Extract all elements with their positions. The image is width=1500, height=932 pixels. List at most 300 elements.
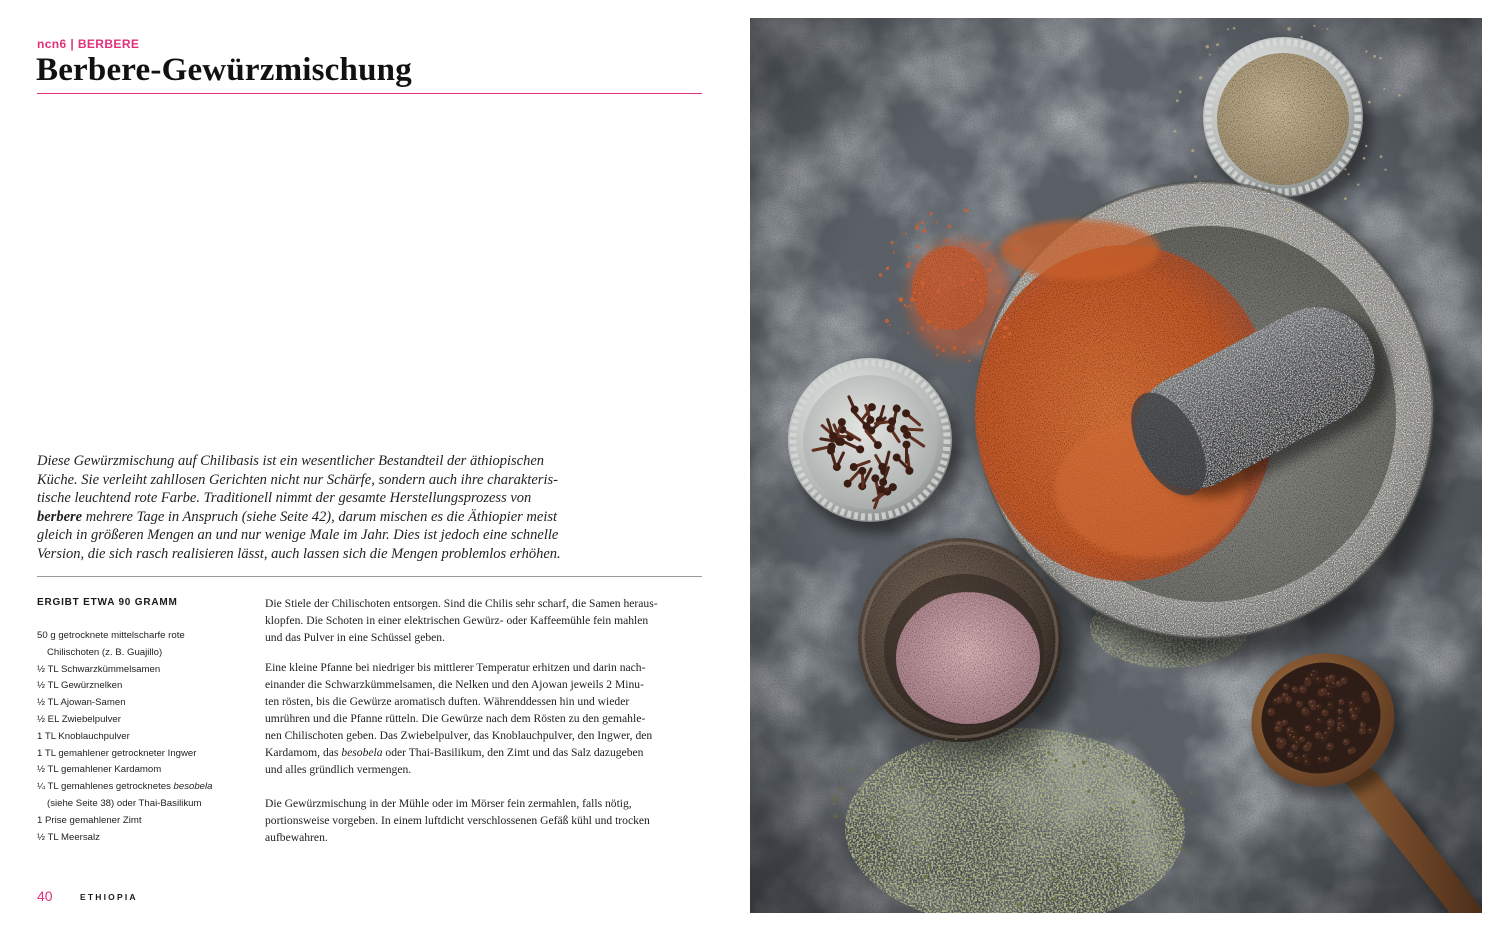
thyme-fleck: [1146, 868, 1148, 870]
seed-fleck: [1327, 28, 1329, 30]
paprika-fleck: [952, 346, 956, 350]
seed-fleck: [1233, 27, 1236, 30]
ingredient-item: ½ TL Gewürznelken: [37, 680, 123, 692]
thyme-fleck: [868, 798, 870, 800]
thyme-fleck: [1041, 755, 1043, 757]
thyme-fleck: [1116, 863, 1120, 867]
seed-fleck: [1199, 76, 1202, 79]
peppercorn: [1274, 725, 1281, 732]
peppercorn-highlight: [1301, 687, 1303, 689]
thyme-fleck: [928, 864, 931, 867]
method-paragraph: [265, 659, 652, 778]
peppercorn-highlight: [1339, 700, 1341, 702]
peppercorn: [1299, 736, 1305, 742]
paprika-fleck: [987, 241, 991, 245]
method-line: ten rösten, bis die Gewürze aromatisch duften. Währenddessen hin und wieder: [265, 695, 630, 708]
peppercorn-highlight: [1369, 729, 1371, 731]
peppercorn-highlight: [1318, 719, 1320, 721]
paprika-fleck: [1000, 322, 1002, 324]
paprika-fleck: [947, 225, 951, 229]
paprika-fleck: [968, 360, 970, 362]
thyme-fleck: [837, 800, 839, 802]
peppercorn-highlight: [1363, 693, 1365, 695]
intro-line: Küche. Sie verleiht zahllosen Gerichten nicht nur Schärfe, sondern auch ihre charakteris-: [37, 471, 558, 488]
paprika-fleck: [936, 345, 940, 349]
seed-fleck: [1373, 55, 1376, 58]
thyme-fleck: [955, 738, 957, 740]
peppercorn: [1340, 723, 1348, 731]
thyme-fleck: [834, 794, 837, 797]
paprika-fleck: [1016, 260, 1019, 263]
seed-fleck: [1379, 57, 1382, 60]
paprika-fleck: [913, 291, 916, 294]
thyme-fleck: [941, 869, 943, 871]
peppercorn-highlight: [1276, 727, 1278, 729]
peppercorn-highlight: [1330, 676, 1332, 678]
paprika-fleck: [920, 327, 924, 331]
paprika-fleck: [1020, 273, 1024, 277]
seed-fleck: [1330, 51, 1332, 53]
paprika-fleck: [962, 351, 965, 354]
intro-line: tische leuchtend rote Farbe. Traditionell nimmt der gesamte Herstellungsprozess von: [37, 490, 532, 507]
thyme-fleck: [1082, 761, 1085, 764]
peppercorn-highlight: [1321, 737, 1323, 739]
peppercorn-highlight: [1327, 685, 1329, 687]
paprika-fleck: [891, 241, 894, 244]
peppercorn-highlight: [1293, 688, 1295, 690]
intro-line: Diese Gewürzmischung auf Chilibasis ist ein wesentlicher Bestandteil der äthiopischen: [37, 453, 545, 469]
paprika-fleck: [981, 244, 985, 248]
paprika-fleck: [907, 261, 911, 265]
paprika-fleck: [991, 262, 994, 265]
peppercorn-highlight: [1338, 718, 1340, 720]
peppercorn: [1348, 700, 1356, 708]
spice-photo-canvas: [750, 18, 1482, 913]
peppercorn: [1319, 735, 1327, 743]
paprika-fleck: [975, 270, 978, 273]
paprika-fleck: [992, 307, 994, 309]
paprika-fleck: [907, 332, 909, 334]
seed-fleck: [1194, 175, 1197, 178]
thyme-fleck: [1051, 754, 1054, 757]
thyme-fleck: [1136, 787, 1138, 789]
thyme-fleck: [952, 778, 956, 782]
peppercorn-highlight: [1305, 746, 1307, 748]
paprika-fleck: [970, 314, 972, 316]
peppercorn-highlight: [1293, 736, 1295, 738]
peppercorn-highlight: [1329, 704, 1331, 706]
seed-fleck: [1206, 45, 1209, 48]
thyme-fleck: [915, 841, 919, 845]
peppercorn: [1343, 738, 1350, 745]
ingredient-emphasis: besobela: [173, 781, 213, 793]
paprika-fleck: [915, 245, 918, 248]
thyme-fleck: [850, 769, 853, 772]
paprika-fleck: [908, 255, 910, 257]
method-line: Die Gewürzmischung in der Mühle oder im Mörser fein zermahlen, falls nötig,: [265, 797, 632, 810]
thyme-fleck: [1034, 760, 1036, 762]
paprika-fleck: [949, 276, 952, 279]
peppercorn-highlight: [1317, 705, 1319, 707]
thyme-fleck: [1131, 904, 1133, 906]
paprika-fleck: [934, 327, 938, 331]
thyme-fleck: [923, 804, 925, 806]
seed-fleck: [1223, 209, 1225, 211]
peppercorn-highlight: [1278, 698, 1280, 700]
thyme-fleck: [1071, 773, 1073, 775]
seed-fleck: [1191, 149, 1194, 152]
peppercorn-highlight: [1289, 734, 1291, 736]
peppercorn-highlight: [1303, 709, 1305, 711]
thyme-fleck: [1134, 797, 1136, 799]
seed-fleck: [1300, 36, 1303, 39]
intro-line: Version, die sich rasch realisieren lässt, auch lassen sich die Mengen problemlos erhöhen.: [37, 545, 561, 562]
ingredient-item: ½ TL Schwarzkümmelsamen: [37, 663, 161, 675]
paprika-fleck: [936, 354, 938, 356]
peppercorn: [1361, 691, 1369, 699]
peppercorn-highlight: [1283, 694, 1285, 696]
thyme-fleck: [1180, 847, 1184, 851]
paprika-fleck: [979, 289, 982, 292]
paprika-fleck: [889, 324, 891, 326]
peppercorn: [1310, 704, 1317, 711]
peppercorn-highlight: [1329, 721, 1331, 723]
thyme-fleck: [1103, 857, 1105, 859]
section-kicker: ncn6 | BERBERE: [37, 37, 140, 51]
method-line: [265, 744, 652, 761]
seed-fleck: [1368, 101, 1371, 104]
peppercorn-highlight: [1306, 726, 1308, 728]
peppercorn-highlight: [1349, 750, 1351, 752]
paprika-fleck: [886, 267, 889, 270]
peppercorn: [1324, 756, 1330, 762]
peppercorn: [1301, 707, 1309, 715]
paprika-fleck: [970, 278, 974, 282]
paprika-fleck: [991, 258, 995, 262]
peppercorn: [1316, 704, 1322, 710]
peppercorn: [1326, 743, 1334, 751]
thyme-fleck: [1087, 790, 1090, 793]
paprika-fleck: [921, 282, 925, 286]
method-line: und das Pulver in eine Schüssel geben.: [265, 631, 445, 644]
paprika-fleck: [979, 300, 983, 304]
peppercorn: [1317, 756, 1324, 763]
seed-fleck: [1267, 219, 1269, 221]
paprika-fleck: [1003, 335, 1006, 338]
peppercorn-highlight: [1325, 757, 1327, 759]
thyme-fleck: [1081, 733, 1084, 736]
peppercorn-highlight: [1317, 678, 1319, 680]
thyme-fleck: [1110, 893, 1113, 896]
thyme-fleck: [1159, 783, 1161, 785]
thyme-fleck: [1009, 735, 1011, 737]
paprika-fleck: [922, 278, 924, 280]
peppercorn: [1283, 683, 1289, 689]
recipe-title: Berbere-Gewürzmischung: [36, 52, 412, 88]
thyme-fleck: [1185, 853, 1187, 855]
peppercorn-highlight: [1288, 729, 1290, 731]
paprika-fleck: [945, 239, 948, 242]
paprika-fleck: [914, 275, 916, 277]
yield-label: ERGIBT ETWA 90 GRAMM: [37, 597, 178, 608]
peppercorn-highlight: [1338, 727, 1340, 729]
peppercorn-highlight: [1342, 679, 1344, 681]
thyme-fleck: [892, 849, 895, 852]
seed-fleck: [1313, 25, 1315, 27]
paprika-fleck: [950, 258, 952, 260]
thyme-fleck: [894, 837, 896, 839]
thyme-fleck: [1151, 790, 1155, 794]
intro-paragraph: [37, 452, 561, 564]
paprika-fleck: [994, 265, 996, 267]
peppercorn-highlight: [1288, 753, 1290, 755]
paprika-fleck: [885, 319, 889, 323]
thyme-fleck: [1141, 749, 1143, 751]
peppercorn: [1326, 726, 1333, 733]
thyme-fleck: [834, 815, 837, 818]
paprika-fleck: [1019, 246, 1021, 248]
seed-fleck: [1288, 208, 1291, 211]
method-line: Eine kleine Pfanne bei niedriger bis mittlerer Temperatur erhitzen und darin nach-: [265, 661, 646, 674]
peppercorn-highlight: [1306, 678, 1308, 680]
paprika-fleck: [987, 268, 991, 272]
paprika-fleck: [1016, 248, 1020, 252]
spice-photo: [750, 18, 1482, 913]
peppercorn-highlight: [1283, 721, 1285, 723]
thyme-fleck: [1131, 800, 1135, 804]
paprika-fleck: [1015, 235, 1019, 239]
thyme-fleck: [1134, 865, 1136, 867]
peppercorn-highlight: [1326, 677, 1328, 679]
seed-fleck: [1227, 28, 1229, 30]
thyme-fleck: [968, 877, 971, 880]
peppercorn-highlight: [1295, 757, 1297, 759]
peppercorn: [1328, 674, 1335, 681]
peppercorn: [1301, 753, 1308, 760]
peppercorn: [1353, 706, 1361, 714]
paprika-fleck: [942, 349, 945, 352]
peppercorn: [1351, 713, 1358, 720]
peppercorn-highlight: [1317, 733, 1319, 735]
peppercorn-highlight: [1332, 682, 1334, 684]
thyme-fleck: [1106, 754, 1110, 758]
title-divider: [37, 93, 702, 94]
method-emphasis: besobela: [341, 746, 383, 759]
method-text: oder Thai-Basilikum, den Zimt und das Salz dazugeben: [382, 746, 644, 759]
thyme-fleck: [1178, 797, 1181, 800]
book-title: ETHIOPIA: [80, 892, 138, 902]
peppercorn: [1321, 709, 1328, 716]
ingredient-list: [37, 628, 212, 846]
ingredient-item-continued: Chilischoten (z. B. Guajillo): [47, 646, 163, 658]
ingredient-item: ½ TL gemahlener Kardamom: [37, 764, 162, 776]
peppercorn: [1336, 680, 1343, 687]
thyme-fleck: [1137, 814, 1140, 817]
peppercorn-highlight: [1311, 705, 1313, 707]
thyme-fleck: [1119, 737, 1121, 739]
peppercorn-highlight: [1298, 702, 1300, 704]
thyme-fleck: [1079, 897, 1081, 899]
paprika-fleck: [998, 324, 1001, 327]
thyme-fleck: [883, 866, 886, 869]
thyme-fleck: [924, 874, 928, 878]
thyme-fleck: [1073, 764, 1076, 767]
method-line: einander die Schwarzkümmelsamen, die Nelken und den Ajowan jeweils 2 Minu-: [265, 678, 644, 691]
thyme-fleck: [833, 803, 836, 806]
paprika-fleck: [972, 258, 975, 261]
peppercorn-highlight: [1328, 727, 1330, 729]
peppercorn: [1303, 744, 1311, 752]
thyme-fleck: [1055, 759, 1058, 762]
seed-fleck: [1365, 50, 1367, 52]
section-divider: [37, 576, 702, 577]
thyme-fleck: [1147, 895, 1149, 897]
seed-fleck: [1199, 181, 1201, 183]
thyme-fleck: [1171, 838, 1175, 842]
peppercorn-highlight: [1338, 709, 1340, 711]
paprika-fleck: [915, 226, 919, 230]
seed-fleck: [1344, 168, 1346, 170]
thyme-fleck: [1111, 856, 1114, 859]
peppercorn-highlight: [1328, 745, 1330, 747]
paprika-fleck: [916, 223, 920, 227]
thyme-fleck: [1049, 899, 1052, 902]
paprika-fleck: [918, 292, 921, 295]
thyme-fleck: [996, 768, 1000, 772]
thyme-fleck: [1164, 829, 1166, 831]
thyme-fleck: [1067, 901, 1070, 904]
peppercorn: [1338, 699, 1344, 705]
thyme-fleck: [955, 763, 957, 765]
peppercorn: [1267, 708, 1275, 716]
peppercorn-highlight: [1350, 702, 1352, 704]
peppercorn: [1358, 727, 1366, 735]
seed-fleck: [1216, 43, 1219, 46]
peppercorn-highlight: [1344, 740, 1346, 742]
peppercorn-highlight: [1361, 724, 1363, 726]
thyme-fleck: [884, 781, 887, 784]
paprika-fleck: [900, 328, 902, 330]
paprika-fleck: [1011, 243, 1013, 245]
peppercorn: [1291, 734, 1299, 742]
thyme-fleck: [1053, 877, 1057, 881]
thyme-fleck: [903, 810, 906, 813]
peppercorn-highlight: [1311, 674, 1313, 676]
thyme-fleck: [883, 842, 885, 844]
paprika-fleck: [1008, 332, 1012, 336]
method-line: portionsweise vorgeben. In einem luftdicht verschlossenen Gefäß kühl und trocken: [265, 814, 650, 827]
paprika-fleck: [976, 259, 978, 261]
peppercorn-highlight: [1350, 709, 1352, 711]
method-line: und alles gründlich vermengen.: [265, 763, 412, 776]
seed-fleck: [1348, 173, 1350, 175]
thyme-fleck: [1186, 849, 1188, 851]
thyme-fleck: [1072, 761, 1074, 763]
method-line: umrühren und die Pfanne rütteln. Die Gewürze nach dem Rösten zu den gemahle-: [265, 712, 646, 725]
thyme-fleck: [1110, 808, 1113, 811]
thyme-fleck: [1190, 791, 1193, 794]
method-line: Die Stiele der Chilischoten entsorgen. Sind die Chilis sehr scharf, die Samen heraus-: [265, 597, 658, 610]
thyme-fleck: [1176, 836, 1178, 838]
thyme-fleck: [1181, 807, 1185, 811]
peppercorn: [1327, 719, 1335, 727]
peppercorn: [1337, 716, 1343, 722]
paprika-fleck: [893, 252, 895, 254]
method-line: nen Chilischoten geben. Das Zwiebelpulver, das Knoblauchpulver, den Ingwer, den: [265, 729, 653, 742]
seed-fleck: [1281, 235, 1284, 238]
paprika-fleck: [944, 318, 946, 320]
paprika-fleck: [904, 304, 906, 306]
peppercorn-highlight: [1342, 725, 1344, 727]
peppercorn: [1305, 725, 1312, 732]
peppercorn-highlight: [1293, 745, 1295, 747]
peppercorn-highlight: [1274, 699, 1276, 701]
seed-fleck: [1214, 187, 1217, 190]
thyme-fleck: [1086, 760, 1088, 762]
peppercorn-highlight: [1310, 701, 1312, 703]
ingredient-item-continued: (siehe Seite 38) oder Thai-Basilikum: [47, 797, 202, 809]
intro-line-text: mehrere Tage in Anspruch (siehe Seite 42), darum mischen es die Äthiopier meist: [82, 508, 558, 525]
ingredient-item: 50 g getrocknete mittelscharfe rote: [37, 630, 185, 641]
ingredient-item: 1 TL gemahlener getrockneter Ingwer: [37, 747, 197, 759]
peppercorn-highlight: [1278, 722, 1280, 724]
ingredient-item: ½ EL Zwiebelpulver: [37, 713, 121, 725]
method-line: klopfen. Die Schoten in einer elektrischen Gewürz- oder Kaffeemühle fein mahlen: [265, 614, 649, 627]
seed-fleck: [1218, 67, 1221, 70]
peppercorn: [1299, 685, 1307, 693]
paprika-fleck: [918, 245, 920, 247]
paprika-fleck: [1014, 296, 1017, 299]
paprika-fleck: [1016, 316, 1018, 318]
method-text: Kardamom, das: [265, 746, 342, 759]
method-line: aufbewahren.: [265, 831, 328, 844]
peppercorn-highlight: [1321, 690, 1323, 692]
intro-line: gleich in größeren Mengen an und nur wenige Male im Jahr. Dies ist jedoch eine schnelle: [37, 527, 559, 544]
peppercorn-highlight: [1303, 755, 1305, 757]
peppercorn-highlight: [1319, 758, 1321, 760]
paprika-fleck: [910, 297, 914, 301]
peppercorn: [1367, 727, 1375, 735]
paprika-fleck: [936, 290, 939, 293]
paprika-fleck: [913, 255, 915, 257]
thyme-fleck: [818, 839, 820, 841]
paprika-fleck: [964, 209, 968, 213]
thyme-fleck: [1182, 875, 1184, 877]
peppercorn-highlight: [1323, 711, 1325, 713]
thyme-fleck: [1018, 747, 1020, 749]
paprika-fleck: [923, 229, 927, 233]
seed-fleck: [1384, 169, 1386, 171]
peppercorn-highlight: [1284, 684, 1286, 686]
paprika-fleck: [939, 285, 942, 288]
seed-fleck: [1398, 94, 1401, 97]
thyme-fleck: [893, 868, 896, 871]
thyme-fleck: [953, 769, 955, 771]
thyme-fleck: [1144, 885, 1146, 887]
peppercorn-highlight: [1360, 729, 1362, 731]
thyme-fleck: [1054, 739, 1056, 741]
clove-bud: [903, 441, 911, 449]
thyme-fleck: [1080, 869, 1083, 872]
peppercorn: [1319, 688, 1327, 696]
paprika-fleck: [965, 292, 967, 294]
paprika-fleck: [926, 320, 930, 324]
seed-fleck: [1365, 145, 1367, 147]
thyme-fleck: [860, 857, 864, 861]
thyme-fleck: [1103, 765, 1106, 768]
thyme-fleck: [920, 770, 923, 773]
thyme-fleck: [833, 798, 836, 801]
